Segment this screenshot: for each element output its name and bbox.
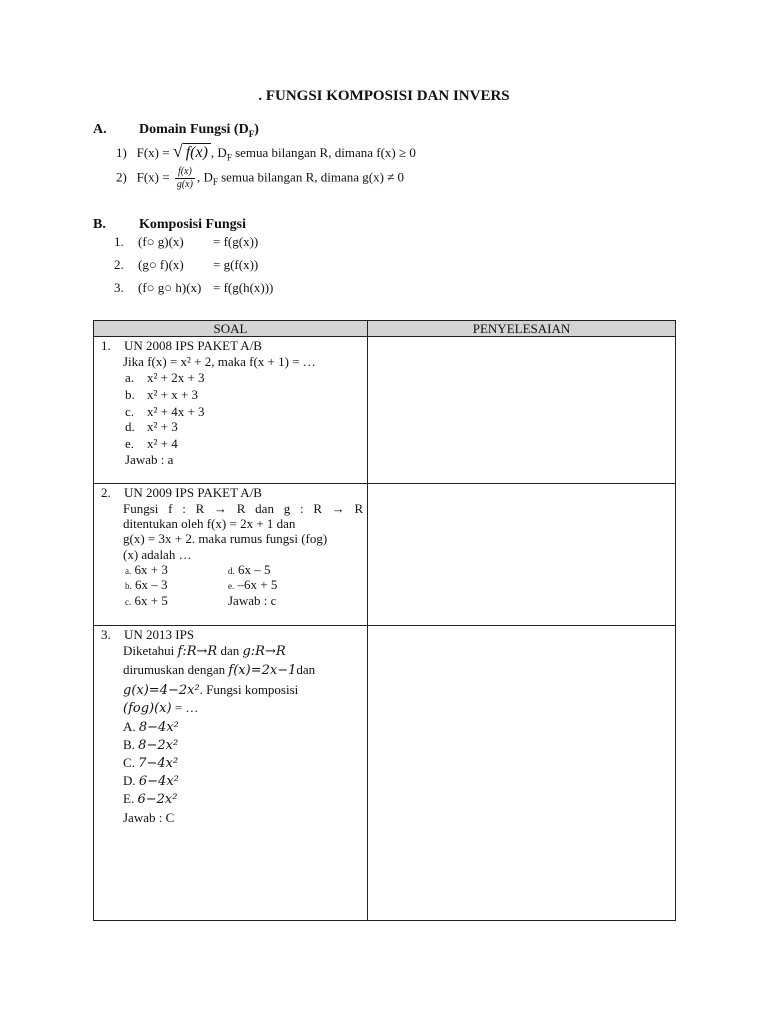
question-text: dirumuskan dengan f(x)=2x−1dan (123, 662, 316, 678)
domain-item-2: 2) F(x) = $\frac{f(x)}{g(x)}$ , $D_F$ semua bilangan R, dimana g(x) ≠ 0 (116, 166, 405, 190)
item-number: 2) (116, 169, 127, 185)
question-number: 1. (101, 338, 111, 353)
item-prefix: F(x) = (136, 145, 170, 160)
option: e. –6x + 5 (228, 577, 278, 592)
section-b-letter: B. (93, 217, 106, 232)
option: B. 8−2x² (123, 737, 179, 753)
option: c. 6x + 5 (125, 593, 168, 608)
composition-item-1: 1. (f○ g)(x) = f(g(x)) (114, 234, 259, 249)
question-text: Fungsi f : R → R dan g : R → R (123, 501, 364, 516)
option: d. 6x – 5 (228, 562, 271, 577)
question-text: ditentukan oleh f(x) = 2x + 1 dan (123, 516, 296, 531)
section-a-letter: A. (93, 122, 107, 137)
question-title: UN 2008 IPS PAKET A/B (124, 338, 262, 353)
option: C. 7−4x² (123, 755, 179, 771)
answer: Jawab : c (228, 593, 277, 608)
sqrt-expression: √ f(x) (173, 141, 211, 162)
option: D. 6−4x² (123, 773, 179, 789)
answer: Jawab : C (123, 810, 175, 825)
option: E. 6−2x² (123, 791, 178, 807)
table-row (94, 337, 676, 484)
item-number: 1) (116, 145, 127, 160)
option: a. x² + 2x + 3 (125, 370, 205, 385)
composition-item-2: 2. (g○ f)(x) = g(f(x)) (114, 257, 259, 272)
answer-cell (368, 484, 676, 626)
table-row (94, 484, 676, 626)
question-table (93, 320, 676, 921)
question-number: 2. (101, 485, 111, 500)
question-text: g(x)=4−2x². Fungsi komposisi (123, 682, 299, 698)
question-cell (94, 484, 368, 626)
section-a-heading: Domain Fungsi $(D_F)$ (139, 122, 259, 139)
option: e. x² + 4 (125, 436, 178, 451)
option: a. 6x + 3 (125, 562, 168, 577)
header-penyelesaian: PENYELESAIAN (368, 321, 676, 337)
question-text: g(x) = 3x + 2. maka rumus fungsi (fog) (123, 531, 328, 546)
question-title: UN 2009 IPS PAKET A/B (124, 485, 262, 500)
page-title: . FUNGSI KOMPOSISI DAN INVERS (258, 88, 510, 104)
question-text: Diketahui f:R→R dan g:R→R (123, 643, 286, 659)
option: A. 8−4x² (123, 719, 179, 735)
answer-cell (368, 337, 676, 484)
option: c. x² + 4x + 3 (125, 404, 205, 419)
domain-item-1: 1) F(x) = √ f(x) , $D_F$ semua bilangan R, dimana f(x) ≥ 0 (116, 141, 416, 163)
question-cell (94, 626, 368, 921)
answer-cell (368, 626, 676, 921)
composition-item-3: 3. (f○ g○ h)(x) = f(g(h(x))) (114, 280, 274, 295)
question-number: 3. (101, 627, 111, 642)
table-row (94, 626, 676, 921)
question-cell (94, 337, 368, 484)
question-text: Jika f(x) = x² + 2, maka f(x + 1) = … (123, 354, 316, 369)
question-text: (fog)(x) = … (123, 700, 199, 716)
option: b. 6x – 3 (125, 577, 168, 592)
question-title: UN 2013 IPS (124, 627, 195, 642)
option: d. x² + 3 (125, 419, 178, 434)
option: b. x² + x + 3 (125, 387, 199, 402)
fraction-expression: $\frac{f(x)}{g(x)}$ (176, 166, 193, 190)
item-prefix: F(x) = (136, 169, 170, 185)
header-soal: SOAL (94, 321, 368, 337)
answer: Jawab : a (125, 452, 174, 467)
question-text: (x) adalah … (123, 547, 192, 562)
section-b-heading: Komposisi Fungsi (139, 217, 246, 232)
